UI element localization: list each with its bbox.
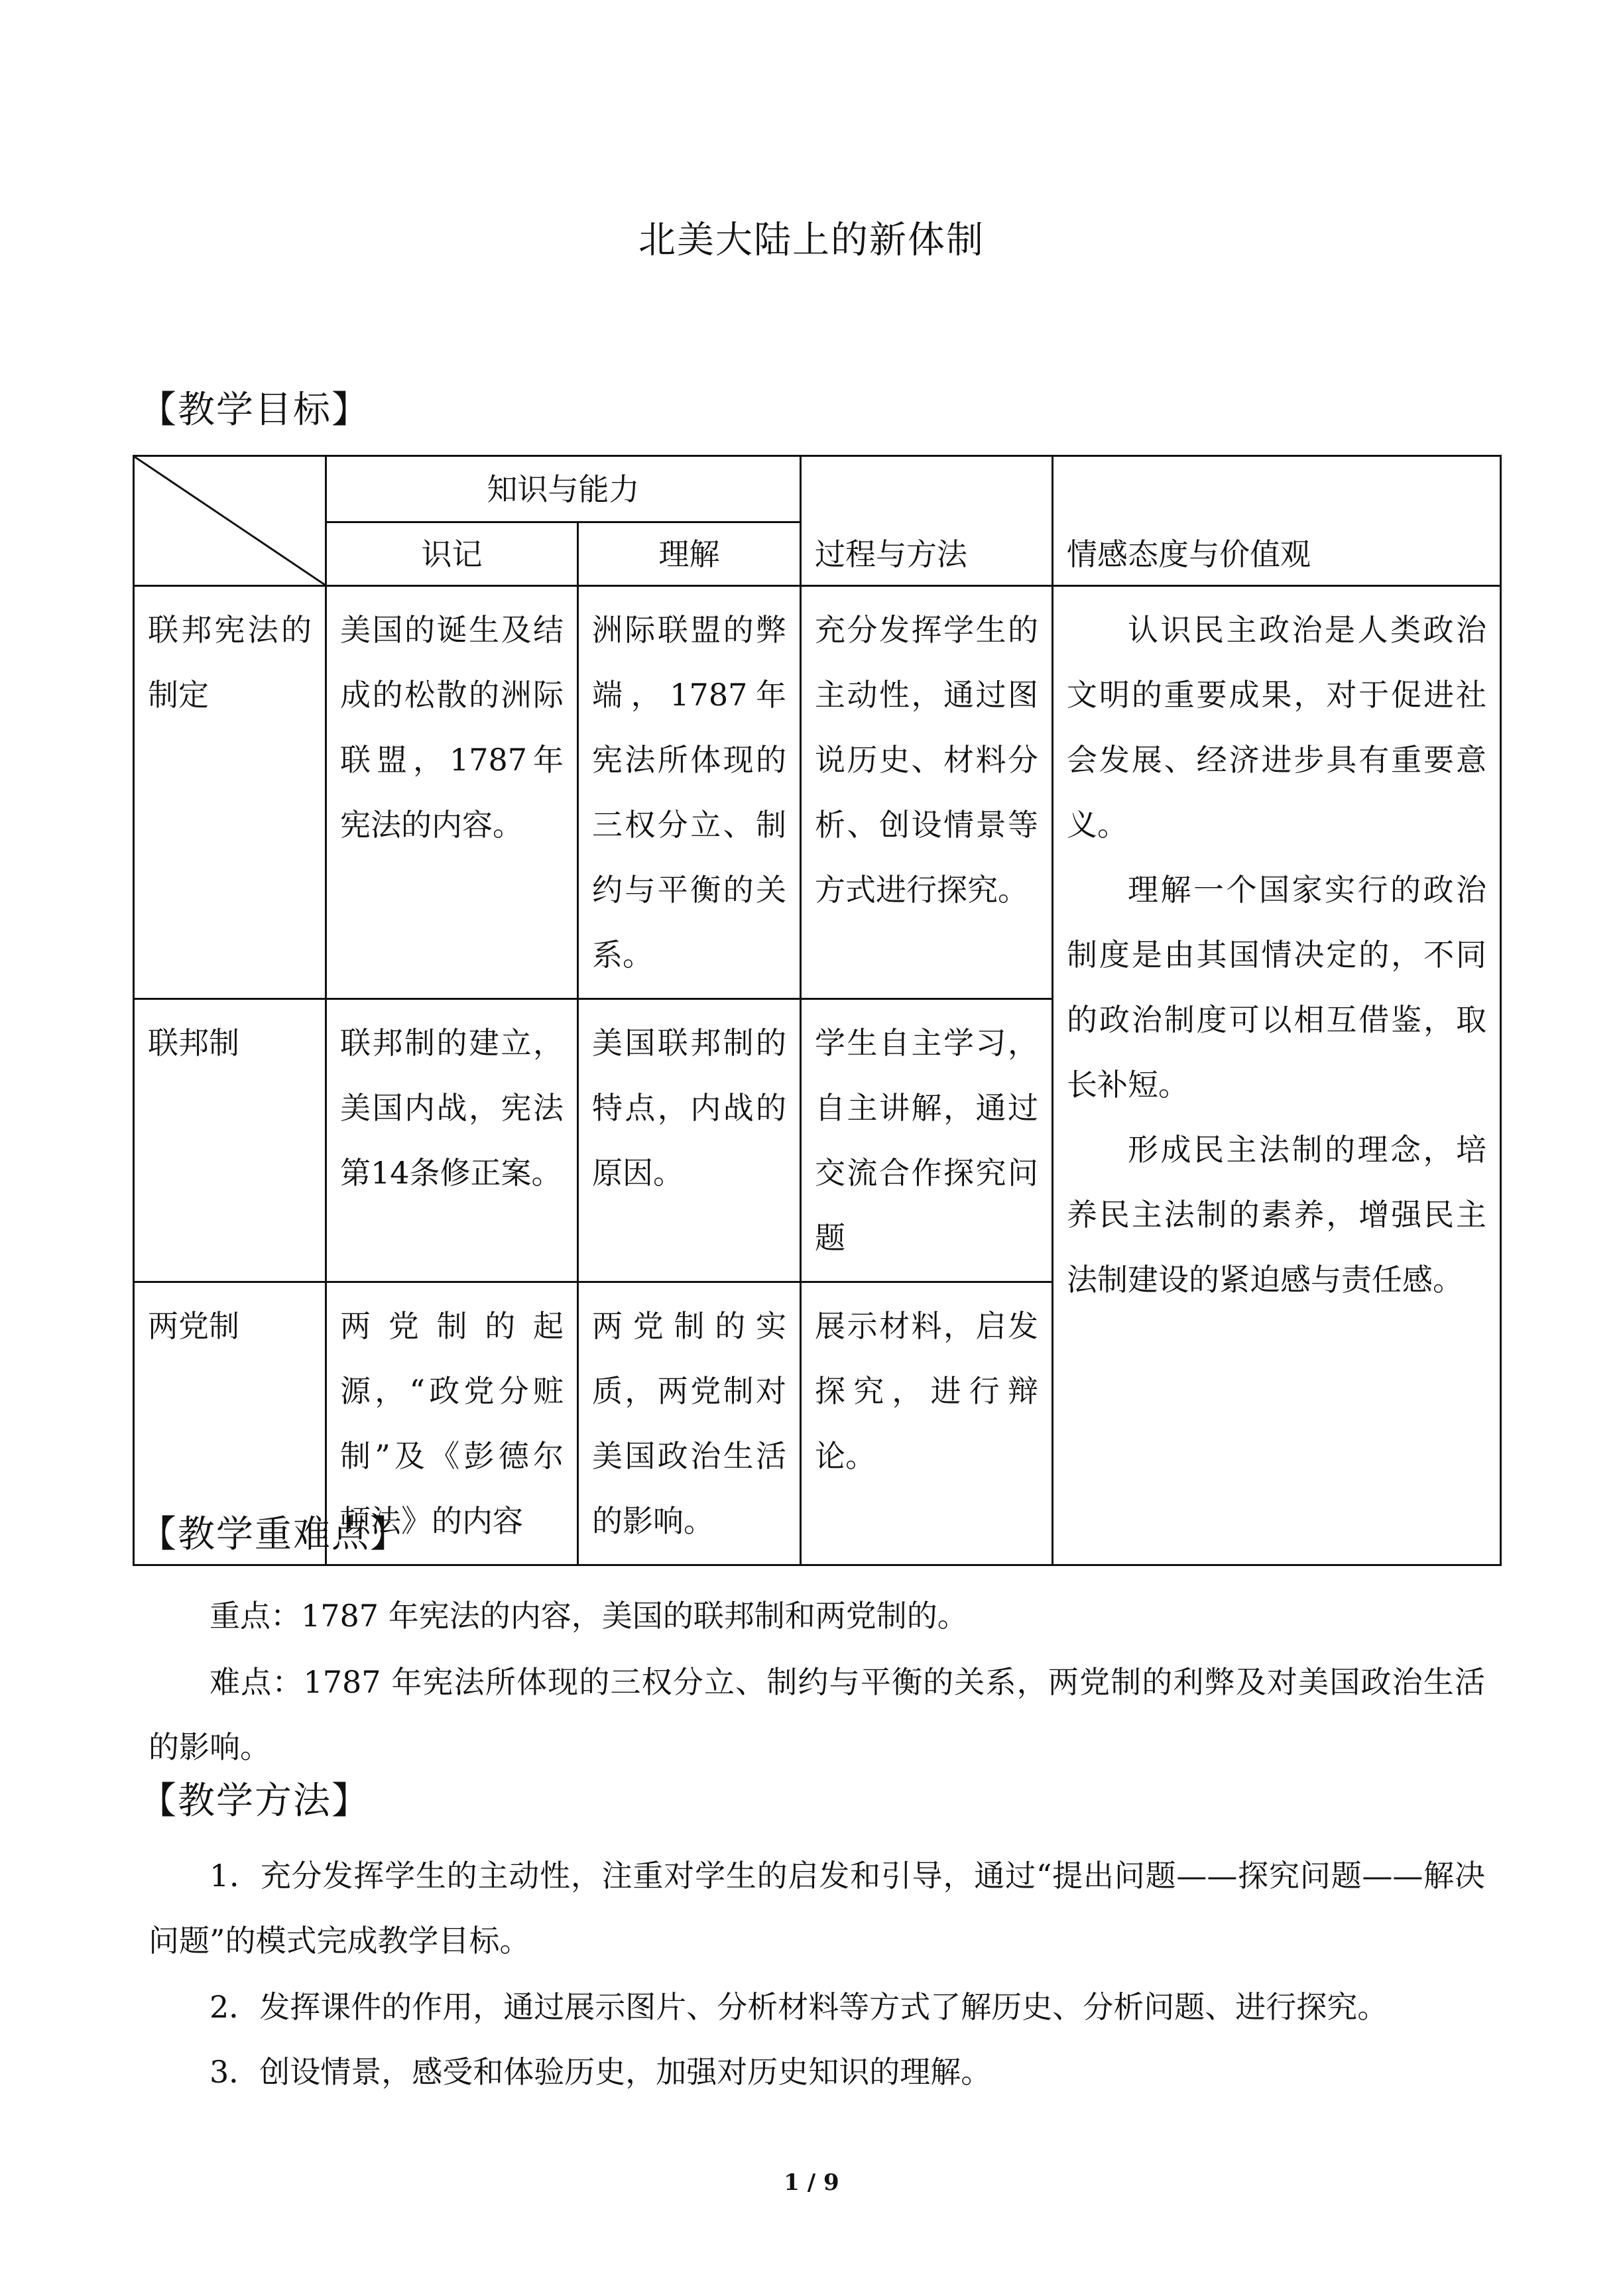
row-process: 学生自主学习，自主讲解，通过交流合作探究问题 bbox=[801, 999, 1053, 1282]
row-topic: 两党制 bbox=[134, 1282, 326, 1565]
emotion-paragraph: 理解一个国家实行的政治制度是由其国情决定的，不同的政治制度可以相互借鉴，取长补短。 bbox=[1067, 872, 1486, 1103]
page-number: 1 / 9 bbox=[784, 2169, 839, 2196]
table-row bbox=[134, 586, 1501, 999]
method-item: 2．发挥课件的作用，通过展示图片、分析材料等方式了解历史、分析问题、进行探究。 bbox=[210, 1989, 1388, 2025]
row-topic: 联邦宪法的制定 bbox=[134, 586, 326, 999]
emotion-paragraph: 认识民主政治是人类政治文明的重要成果，对于促进社会发展、经济进步具有重要意义。 bbox=[1067, 612, 1486, 843]
header-process: 过程与方法 bbox=[801, 456, 1053, 586]
difficulty-heading: 【教学重难点】 bbox=[139, 1513, 408, 1556]
diagonal-line bbox=[135, 457, 325, 585]
row-topic: 联邦制 bbox=[134, 999, 326, 1282]
header-recall: 识记 bbox=[326, 522, 578, 586]
header-emotion: 情感态度与价值观 bbox=[1053, 456, 1501, 586]
row-understand: 洲际联盟的弊端，1787年宪法所体现的三权分立、制约与平衡的关系。 bbox=[578, 586, 801, 999]
emotion-paragraph: 形成民主法制的理念，培养民主法制的素养，增强民主法制建设的紧迫感与责任感。 bbox=[1067, 1132, 1486, 1298]
row-understand: 美国联邦制的特点，内战的原因。 bbox=[578, 999, 801, 1282]
header-understand: 理解 bbox=[578, 522, 801, 586]
header-knowledge: 知识与能力 bbox=[326, 456, 801, 522]
row-process: 展示材料，启发探究，进行辩论。 bbox=[801, 1282, 1053, 1565]
method-item: 3．创设情景，感受和体验历史，加强对历史知识的理解。 bbox=[210, 2054, 992, 2090]
key-point-text: 重点：1787 年宪法的内容，美国的联邦制和两党制的。 bbox=[210, 1598, 968, 1634]
diagonal-header-cell bbox=[134, 456, 326, 586]
goals-heading: 【教学目标】 bbox=[139, 389, 370, 432]
goals-table bbox=[133, 455, 1502, 1566]
emotion-cell bbox=[1053, 586, 1501, 1565]
hard-point-text: 难点：1787 年宪法所体现的三权分立、制约与平衡的关系，两党制的利弊及对美国政治生活的影响。 bbox=[149, 1664, 1485, 1765]
row-process: 充分发挥学生的主动性，通过图说历史、材料分析、创设情景等方式进行探究。 bbox=[801, 586, 1053, 999]
methods-heading: 【教学方法】 bbox=[139, 1780, 370, 1823]
row-understand: 两党制的实质，两党制对美国政治生活的影响。 bbox=[578, 1282, 801, 1565]
row-recall: 两党制的起源，“政党分赃制”及《彭德尔顿法》的内容 bbox=[326, 1282, 578, 1565]
row-recall: 联邦制的建立，美国内战，宪法第14条修正案。 bbox=[326, 999, 578, 1282]
method-item: 1．充分发挥学生的主动性，注重对学生的启发和引导，通过“提出问题——探究问题——解决问题”的模式完成教学目标。 bbox=[149, 1858, 1485, 1959]
page-title: 北美大陆上的新体制 bbox=[638, 219, 985, 262]
row-recall: 美国的诞生及结成的松散的洲际联盟，1787年宪法的内容。 bbox=[326, 586, 578, 999]
